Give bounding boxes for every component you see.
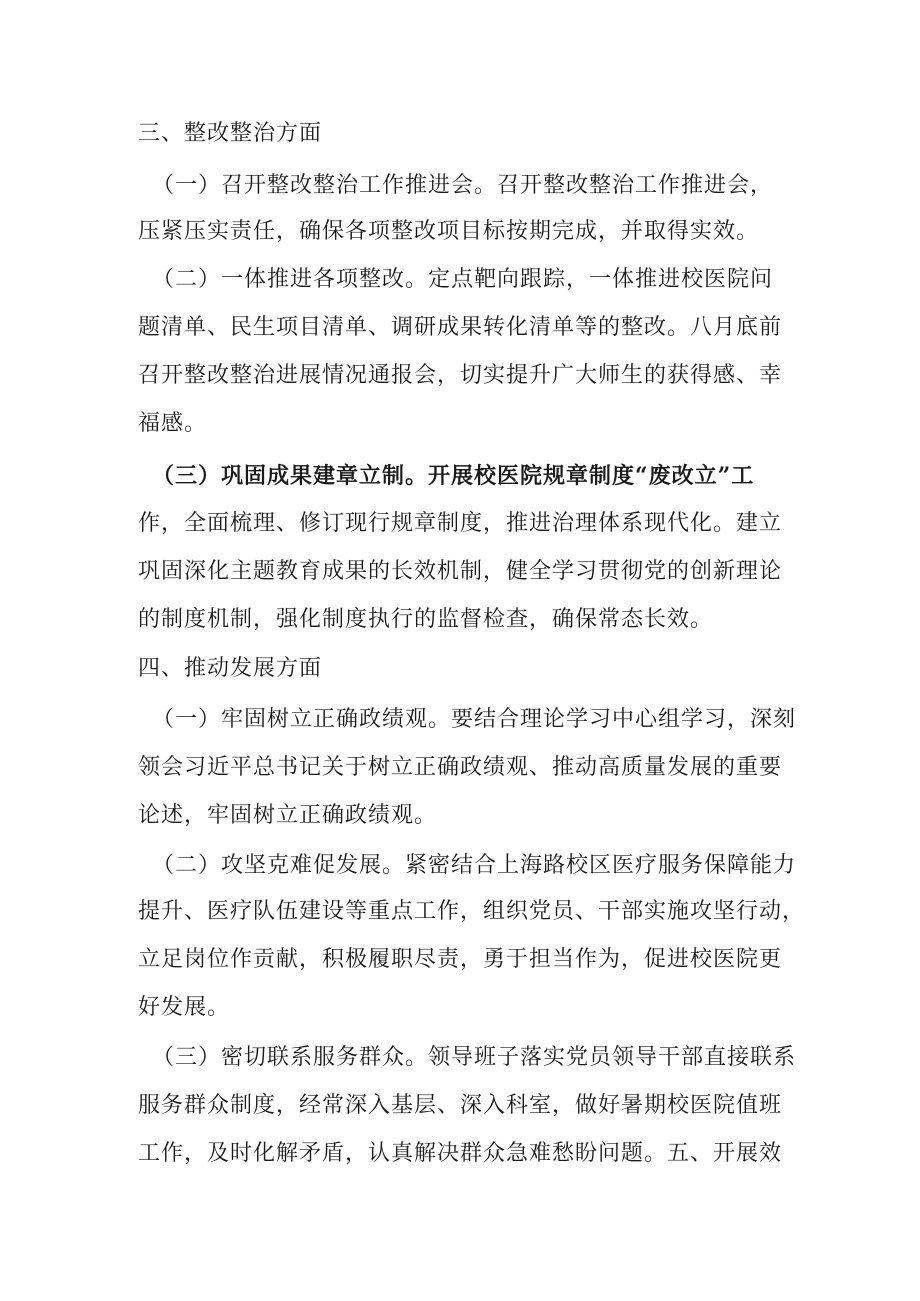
paragraph-line: （一）召开整改整治工作推进会。召开整改整治工作推进会， (152, 173, 774, 198)
paragraph-line: （三）巩固成果建章立制。开展校医院规章制度“废改立”工 (152, 463, 755, 489)
paragraph-line: 巩固深化主题教育成果的长效机制，健全学习贯彻党的创新理论 (138, 559, 783, 584)
paragraph-line: （三）密切联系服务群众。领导班子落实党员领导干部直接联系 (152, 1045, 797, 1070)
paragraph-line: 服务群众制度，经常深入基层、深入科室，做好暑期校医院值班 (138, 1093, 783, 1118)
paragraph-line: 福感。 (138, 411, 208, 436)
paragraph-line: 论述，牢固树立正确政绩观。 (138, 803, 438, 828)
paragraph-line: 领会习近平总书记关于树立正确政绩观、推动高质量发展的重要 (138, 755, 783, 780)
paragraph-line: 立足岗位作贡献，积极履职尽责，勇于担当作为，促进校医院更 (138, 947, 783, 972)
paragraph-line: 作，全面梳理、修订现行规章制度，推进治理体系现代化。建立 (138, 511, 783, 536)
paragraph-line: 工作，及时化解矛盾，认真解决群众急难愁盼问题。五、开展效 (138, 1141, 783, 1166)
paragraph-line: （二）攻坚克难促发展。紧密结合上海路校区医疗服务保障能力 (152, 853, 797, 878)
section-heading-3: 三、整改整治方面 (138, 121, 323, 146)
paragraph-line: 题清单、民生项目清单、调研成果转化清单等的整改。八月底前 (138, 315, 783, 340)
paragraph-line: 提升、医疗队伍建设等重点工作，组织党员、干部实施攻坚行动， (138, 899, 806, 924)
paragraph-line: 压紧压实责任，确保各项整改项目标按期完成，并取得实效。 (138, 219, 760, 244)
paragraph-line: 的制度机制，强化制度执行的监督检查，确保常态长效。 (138, 607, 714, 632)
paragraph-line: （一）牢固树立正确政绩观。要结合理论学习中心组学习，深刻 (152, 707, 797, 732)
paragraph-line: 召开整改整治进展情况通报会，切实提升广大师生的获得感、幸 (138, 363, 783, 388)
paragraph-line: 好发展。 (138, 995, 231, 1020)
paragraph-line: （二）一体推进各项整改。定点靶向跟踪，一体推进校医院问 (152, 267, 774, 292)
section-heading-4: 四、推动发展方面 (138, 656, 323, 681)
